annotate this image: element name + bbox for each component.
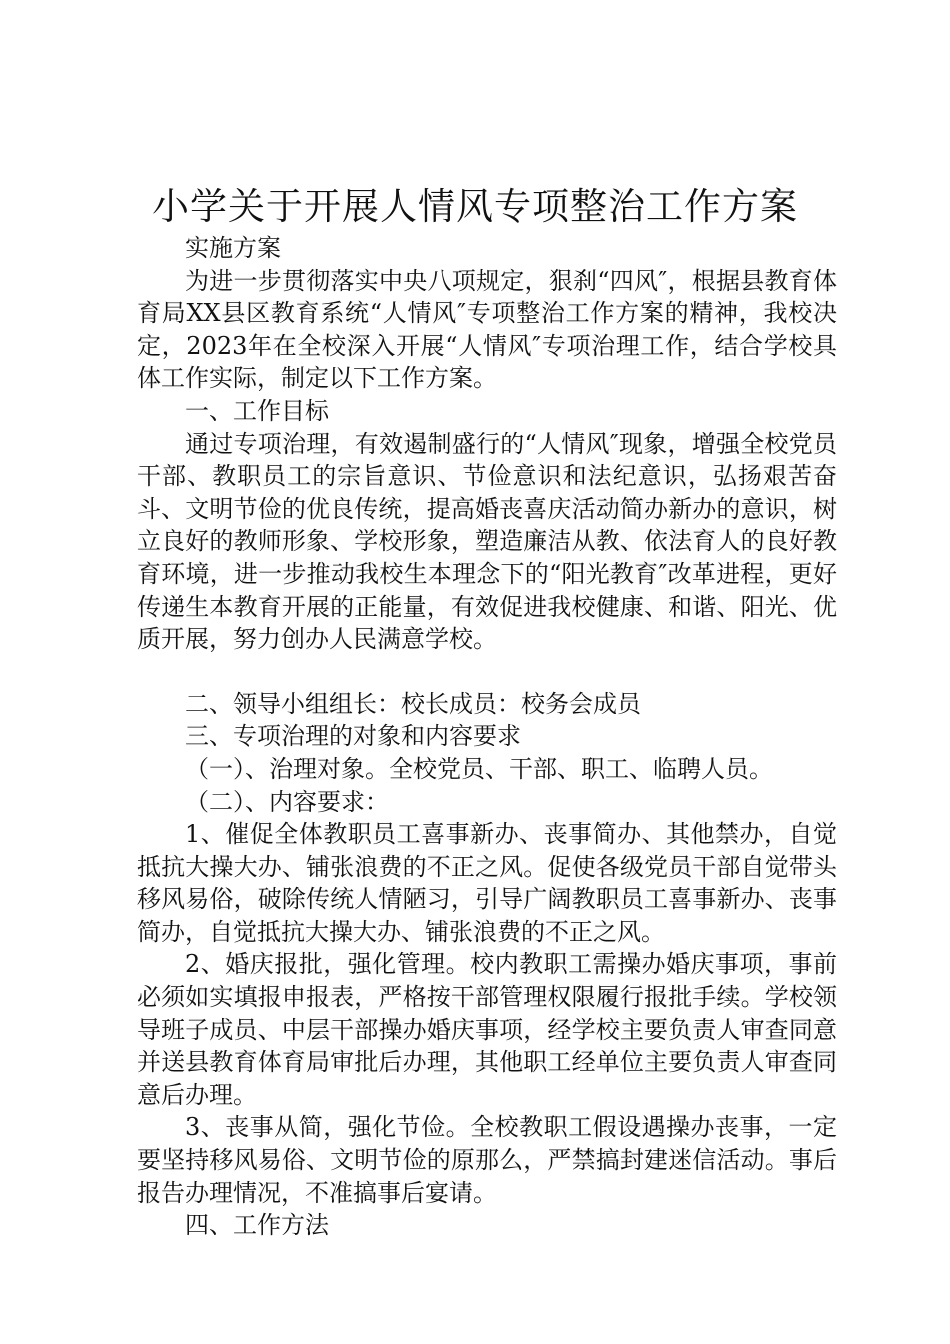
paragraph-item-3: 3、丧事从简，强化节俭。全校教职工假设遇操办丧事，一定要坚持移风易俗、文明节俭的原那么，严禁搞封建迷信活动。事后报告办理情况，不准搞事后宴请。: [137, 1113, 837, 1207]
document-body: [137, 232, 837, 1242]
section-heading-scope: 三、专项治理的对象和内容要求: [185, 722, 521, 751]
section-heading-goals: 一、工作目标: [185, 396, 329, 425]
paragraph-item-1: 1、催促全体教职员工喜事新办、丧事简办、其他禁办，自觉抵抗大操大办、铺张浪费的不正之风。促使各级党员干部自觉带头移风易俗，破除传统人情陋习，引导广阔教职员工喜事新办、丧事简办，自觉抵抗大操大办、铺张浪费的不正之风。: [137, 820, 837, 946]
paragraph-goals: 通过专项治理，有效遏制盛行的“人情风″现象，增强全校党员干部、教职员工的宗旨意识、节俭意识和法纪意识，弘扬艰苦奋斗、文明节俭的优良传统，提高婚丧喜庆活动简办新办的意识，树立良好的教师形象、学校形象，塑造廉洁从教、依法育人的良好教育环境，进一步推动我校生本理念下的“阳光教育″改革进程，更好传递生本教育开展的正能量，有效促进我校健康、和谐、阳光、优质开展，努力创办人民满意学校。: [137, 429, 837, 654]
paragraph-item-2: 2、婚庆报批，强化管理。校内教职工需操办婚庆事项，事前必须如实填报申报表，严格按干部管理权限履行报批手续。学校领导班子成员、中层干部操办婚庆事项，经学校主要负责人审查同意并送县教育体育局审批后办理，其他职工经单位主要负责人审查同意后办理。: [137, 950, 837, 1109]
document-title: 小学关于开展人情风专项整治工作方案: [152, 185, 798, 228]
section-heading-methods: 四、工作方法: [185, 1211, 329, 1240]
section-heading-leadership: 二、领导小组组长：校长成员：校务会成员: [185, 689, 641, 718]
paragraph-requirements-heading: （二）、内容要求：: [185, 787, 389, 816]
paragraph-targets: （一）、治理对象。全校党员、干部、职工、临聘人员。: [185, 754, 773, 783]
paragraph-subtitle: 实施方案: [185, 234, 281, 262]
paragraph-intro: 为进一步贯彻落实中央八项规定，狠刹“四风″，根据县教育体育局XX县区教育系统“人情风″专项整治工作方案的精神，我校决定，2023年在全校深入开展“人情风″专项治理工作，结合学校具体工作实际，制定以下工作方案。: [137, 266, 837, 393]
